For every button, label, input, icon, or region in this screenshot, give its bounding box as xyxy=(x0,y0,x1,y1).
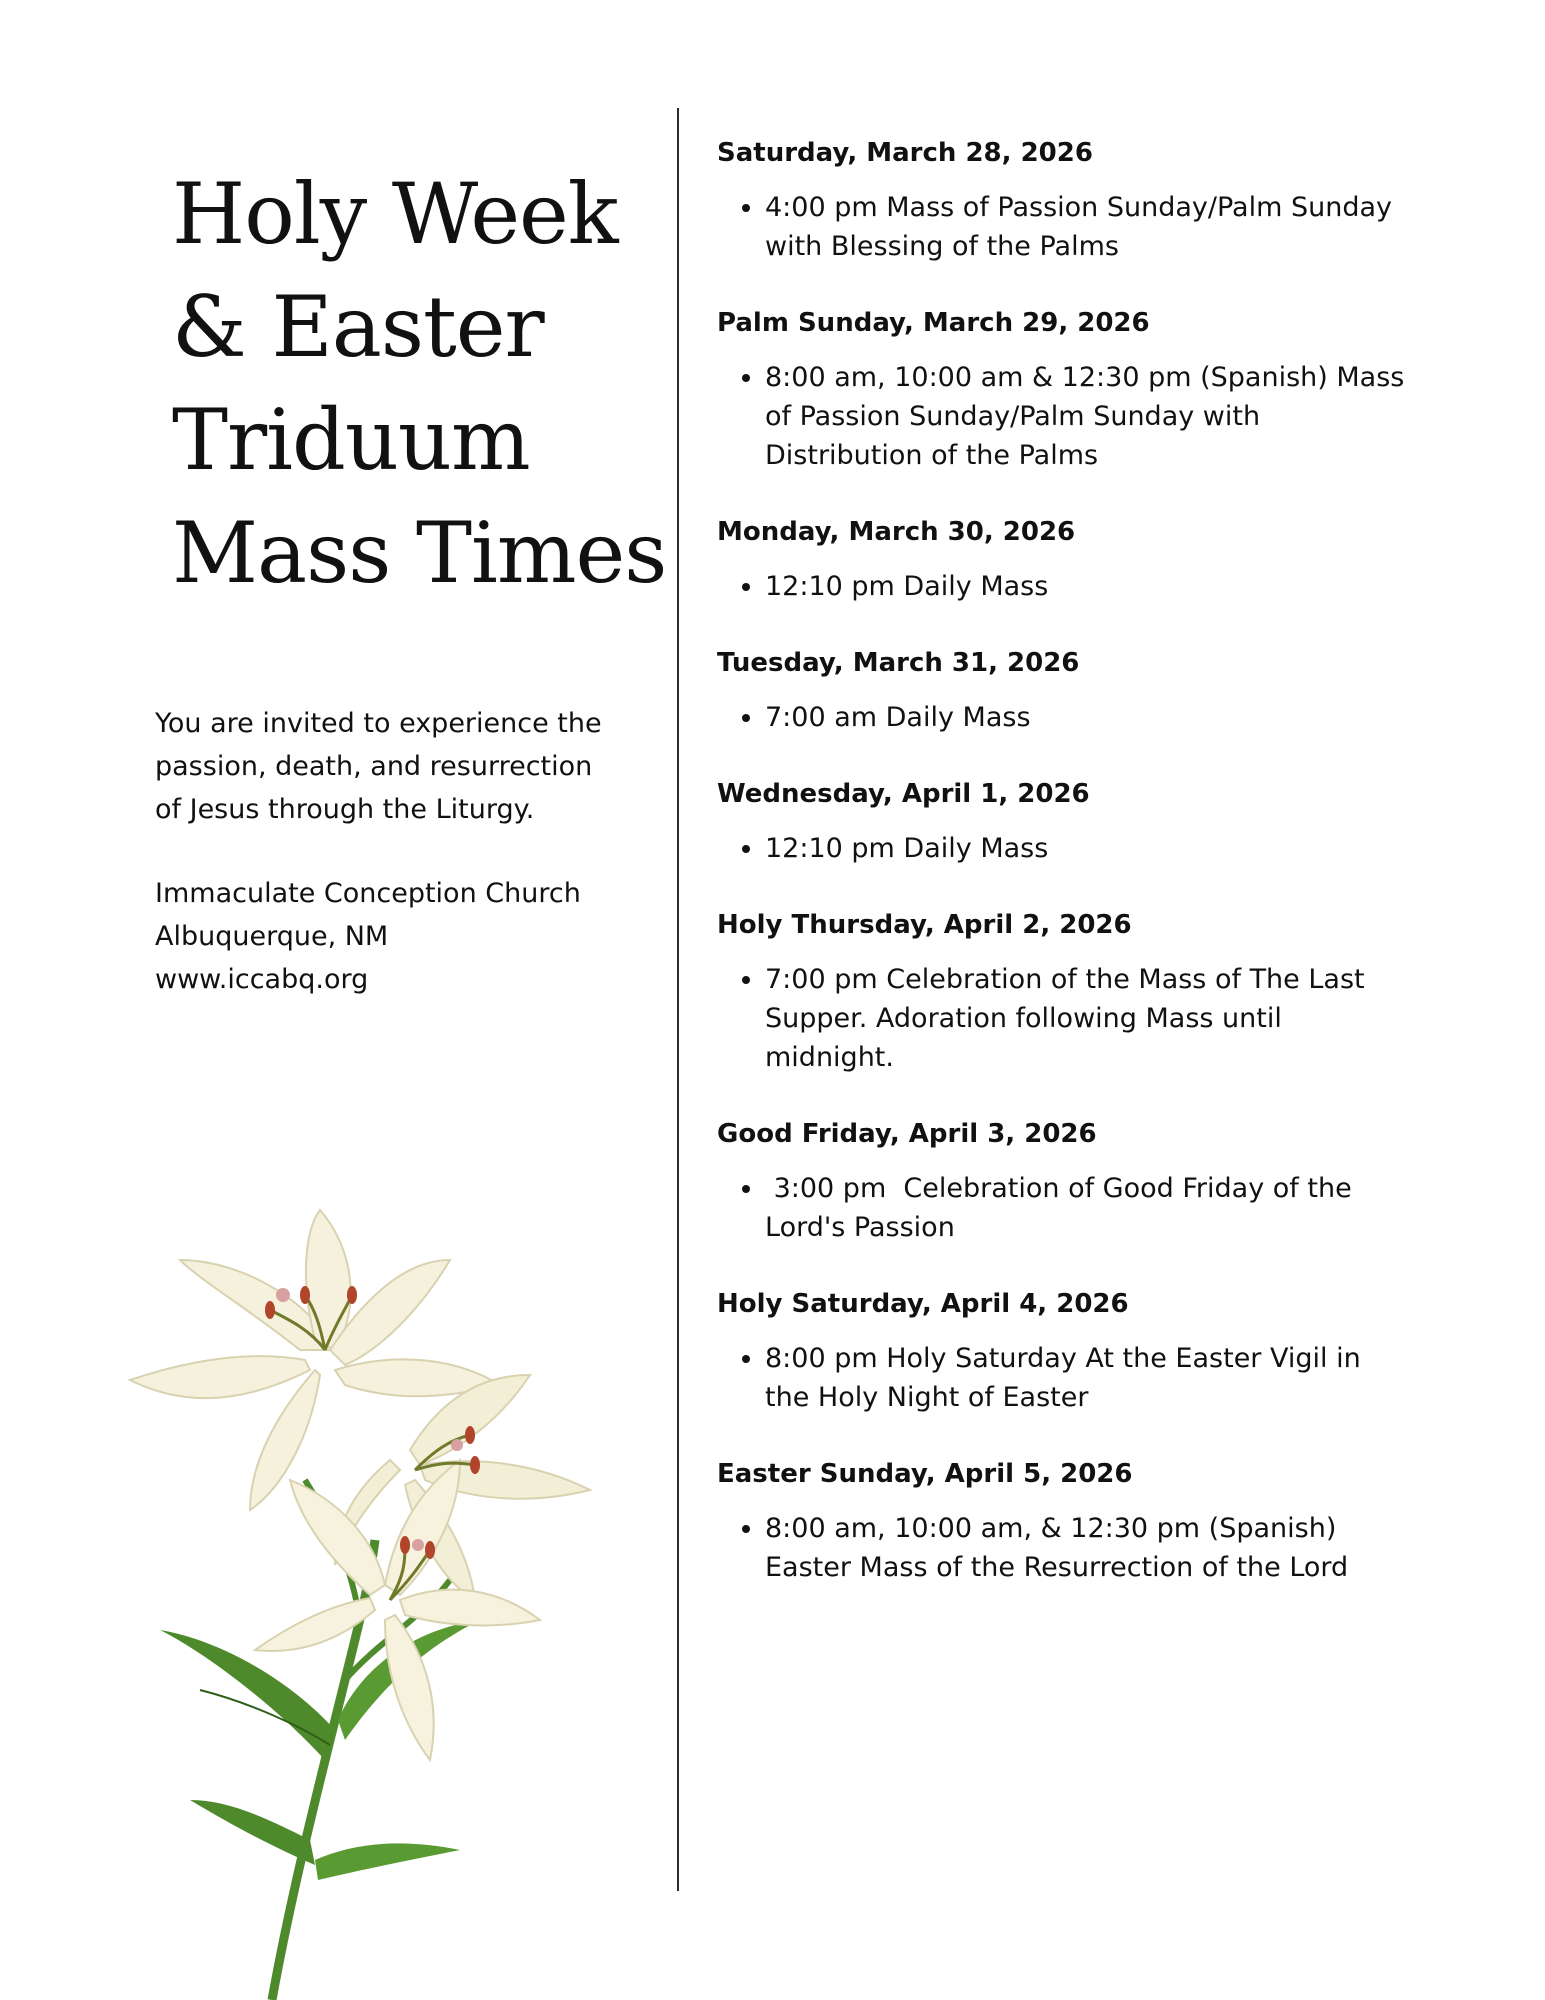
day-title: Palm Sunday, March 29, 2026 xyxy=(717,308,1150,338)
contact-block xyxy=(155,872,625,1001)
title-line: & Easter xyxy=(172,278,544,376)
mass-time-item: • 8:00 am, 10:00 am & 12:30 pm (Spanish) Mass of Passion Sunday/Palm Sunday with Distribution of the Palms xyxy=(765,358,1405,475)
schedule-day xyxy=(717,136,1507,266)
column-divider xyxy=(677,108,679,1891)
mass-time-item: • 7:00 pm Celebration of the Mass of The Last Supper. Adoration following Mass until midnight. xyxy=(765,960,1405,1077)
lily-flower-icon xyxy=(120,1200,610,2000)
mass-time-item: • 8:00 pm Holy Saturday At the Easter Vigil in the Holy Night of Easter xyxy=(765,1339,1405,1417)
day-title: Easter Sunday, April 5, 2026 xyxy=(717,1459,1133,1489)
schedule-day xyxy=(717,1117,1507,1247)
title-line: Holy Week xyxy=(172,165,618,263)
schedule-day xyxy=(717,1457,1507,1587)
schedule-day xyxy=(717,777,1507,868)
day-title: Holy Saturday, April 4, 2026 xyxy=(717,1289,1129,1319)
day-title: Wednesday, April 1, 2026 xyxy=(717,779,1090,809)
schedule-day xyxy=(717,515,1507,606)
mass-schedule xyxy=(717,136,1507,1627)
day-title: Tuesday, March 31, 2026 xyxy=(717,648,1080,678)
schedule-day xyxy=(717,1287,1507,1417)
schedule-day xyxy=(717,908,1507,1077)
intro-text: You are invited to experience the passion, death, and resurrection of Jesus through the Liturgy. xyxy=(155,708,602,825)
day-title: Good Friday, April 3, 2026 xyxy=(717,1119,1097,1149)
website-link[interactable]: www.iccabq.org xyxy=(155,964,369,995)
schedule-day xyxy=(717,646,1507,737)
mass-time-item: • 3:00 pm Celebration of Good Friday of the Lord's Passion xyxy=(765,1169,1405,1247)
church-name: Immaculate Conception Church xyxy=(155,878,581,909)
day-title: Monday, March 30, 2026 xyxy=(717,517,1076,547)
schedule-day xyxy=(717,306,1507,475)
page-title xyxy=(172,158,667,610)
mass-time-item: • 7:00 am Daily Mass xyxy=(765,698,1405,737)
title-line: Mass Times xyxy=(172,504,667,602)
title-line: Triduum xyxy=(172,391,530,489)
mass-time-item: • 12:10 pm Daily Mass xyxy=(765,567,1405,606)
day-title: Saturday, March 28, 2026 xyxy=(717,138,1093,168)
church-city: Albuquerque, NM xyxy=(155,921,389,952)
mass-time-item: • 4:00 pm Mass of Passion Sunday/Palm Sunday with Blessing of the Palms xyxy=(765,188,1405,266)
mass-time-item: • 12:10 pm Daily Mass xyxy=(765,829,1405,868)
day-title: Holy Thursday, April 2, 2026 xyxy=(717,910,1132,940)
mass-time-item: • 8:00 am, 10:00 am, & 12:30 pm (Spanish) Easter Mass of the Resurrection of the Lord xyxy=(765,1509,1405,1587)
